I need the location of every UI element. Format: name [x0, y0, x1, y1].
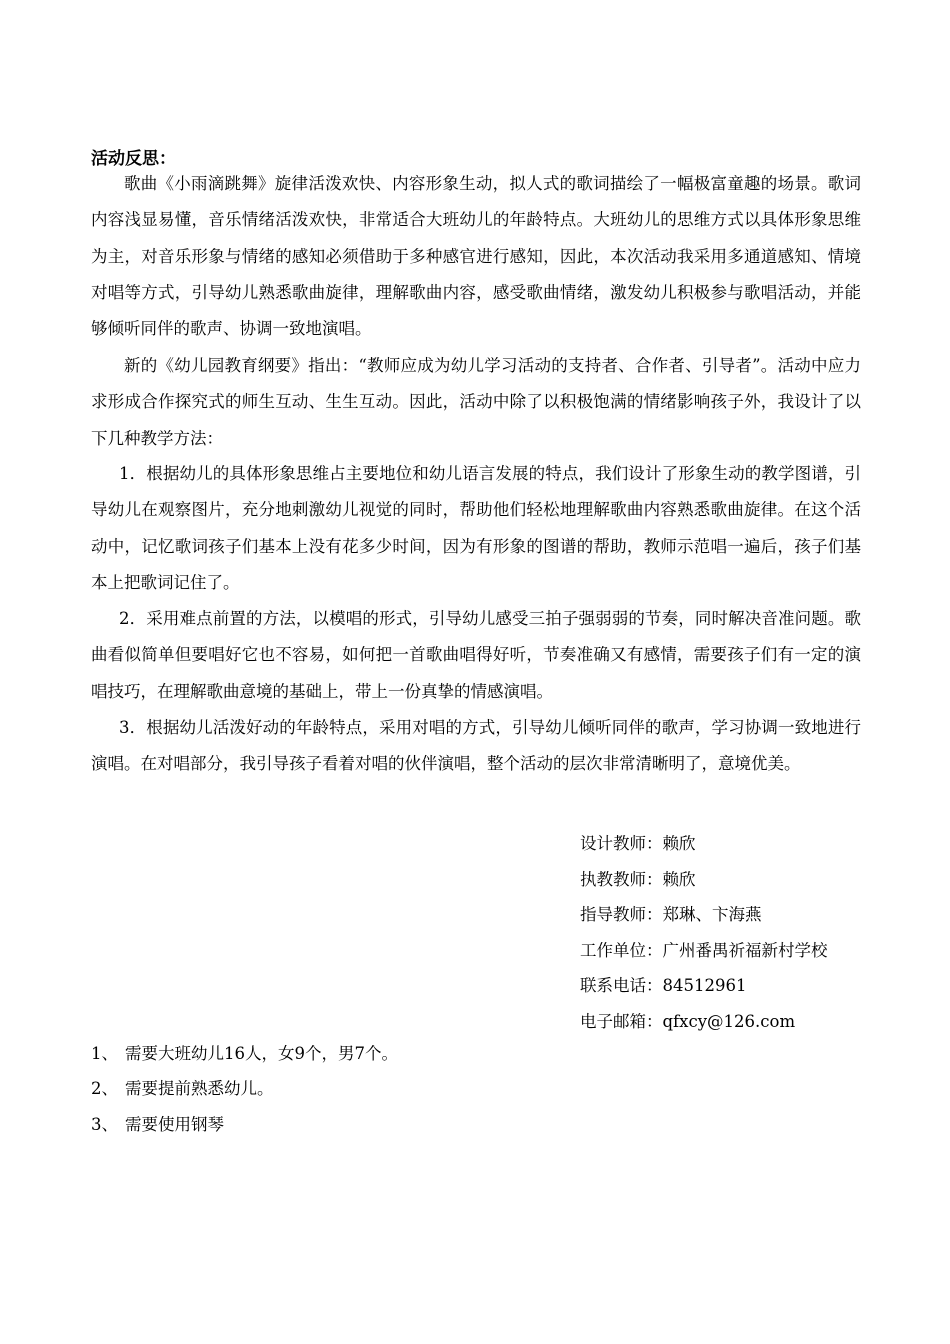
designer-row — [580, 826, 880, 862]
email-row — [580, 1004, 880, 1040]
requirement-number: 3、 — [91, 1114, 118, 1134]
advisor-row — [580, 897, 880, 933]
advisor-label: 指导教师： — [580, 905, 663, 925]
method-item-2: 2．采用难点前置的方法，以模唱的形式，引导幼儿感受三拍子强弱弱的节奏，同时解决音准问题。歌曲看似简单但要唱好它也不容易，如何把一首歌曲唱得好听，节奏准确又有感情，需要孩子们有一定的演唱技巧，在理解歌曲意境的基础上，带上一份真挚的情感演唱。 — [91, 609, 861, 701]
unit-value: 广州番禺祈福新村学校 — [662, 940, 828, 960]
list-item — [91, 1071, 791, 1106]
phone-label: 联系电话： — [580, 976, 663, 996]
signature-block — [580, 826, 880, 1040]
requirement-text: 需要使用钢琴 — [125, 1114, 224, 1134]
reflection-paragraph-2: 新的《幼儿园教育纲要》指出：“教师应成为幼儿学习活动的支持者、合作者、引导者”。活动中应力求形成合作探究式的师生互动、生生互动。因此，活动中除了以积极饱满的情绪影响孩子外，我设计了以下几种教学方法： — [91, 356, 861, 448]
teacher-label: 执教教师： — [580, 869, 663, 889]
list-item — [91, 1107, 791, 1142]
requirement-text: 需要大班幼儿16人，女9个，男7个。 — [125, 1044, 398, 1063]
teacher-value: 赖欣 — [662, 869, 696, 889]
unit-row — [580, 933, 880, 969]
phone-value: 84512961 — [662, 976, 747, 996]
designer-value: 赖欣 — [662, 834, 696, 853]
method-item-3: 3．根据幼儿活泼好动的年龄特点，采用对唱的方式，引导幼儿倾听同伴的歌声，学习协调一致地进行演唱。在对唱部分，我引导孩子看着对唱的伙伴演唱，整个活动的层次非常清晰明了，意境优美。 — [91, 718, 861, 774]
teacher-row — [580, 862, 880, 898]
email-value: qfxcy@126.com — [662, 1011, 796, 1031]
list-item — [91, 1036, 791, 1071]
requirements-list — [91, 1036, 791, 1142]
requirement-number: 2、 — [91, 1079, 118, 1099]
requirement-number: 1、 — [91, 1044, 118, 1063]
method-item-1: 1．根据幼儿的具体形象思维占主要地位和幼儿语言发展的特点，我们设计了形象生动的教学图谱，引导幼儿在观察图片，充分地刺激幼儿视觉的同时，帮助他们轻松地理解歌曲内容熟悉歌曲旋律。在这个活动中，记忆歌词孩子们基本上没有花多少时间，因为有形象的图谱的帮助，教师示范唱一遍后，孩子们基本上把歌词记住了。 — [91, 464, 861, 592]
phone-row — [580, 968, 880, 1004]
unit-label: 工作单位： — [580, 940, 663, 960]
reflection-heading: 活动反思： — [91, 149, 176, 169]
email-label: 电子邮箱： — [580, 1011, 663, 1031]
advisor-value: 郑琳、卞海燕 — [662, 905, 762, 925]
reflection-paragraph-1: 歌曲《小雨滴跳舞》旋律活泼欢快、内容形象生动，拟人式的歌词描绘了一幅极富童趣的场景。歌词内容浅显易懂，音乐情绪活泼欢快，非常适合大班幼儿的年龄特点。大班幼儿的思维方式以具体形象思维为主，对音乐形象与情绪的感知必须借助于多种感官进行感知，因此，本次活动我采用多通道感知、情境对唱等方式，引导幼儿熟悉歌曲旋律，理解歌曲内容，感受歌曲情绪，激发幼儿积极参与歌唱活动，并能够倾听同伴的歌声、协调一致地演唱。 — [91, 174, 861, 339]
designer-label: 设计教师： — [580, 834, 663, 853]
requirement-text: 需要提前熟悉幼儿。 — [125, 1079, 274, 1099]
